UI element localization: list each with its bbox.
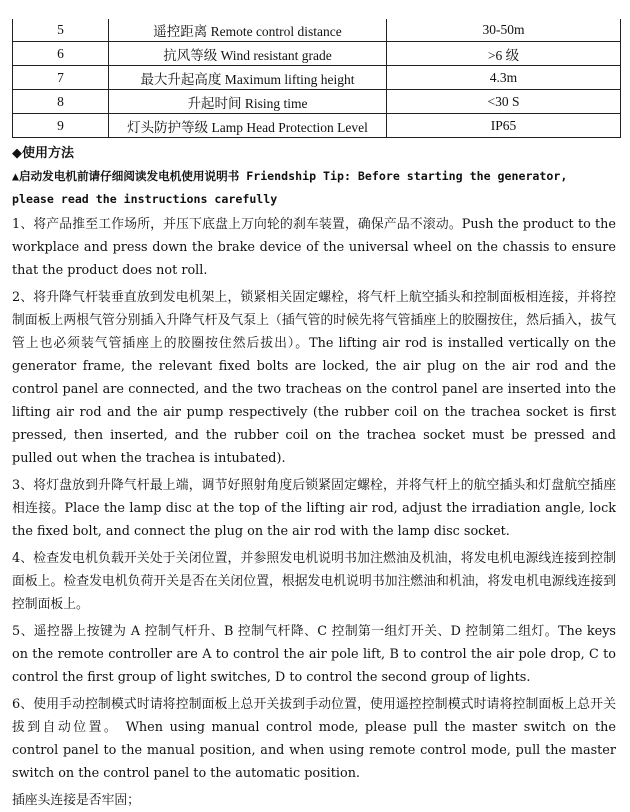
row-number: 9 <box>13 114 109 138</box>
spec-table <box>12 19 621 138</box>
row-number: 7 <box>13 66 109 90</box>
spec-value: IP65 <box>387 114 621 138</box>
step-3: 3、将灯盘放到升降气杆最上端，调节好照射角度后锁紧固定螺栓，并将气杆上的航空插头和灯盘航空插座相连接。Place the lamp disc at the top of the lifting air rod, adjust the irradiation angle, lock the fixed bolt, and connect the plug on the air rod with the lamp disc socket. <box>12 478 616 539</box>
row-number: 6 <box>13 42 109 66</box>
spec-value: >6 级 <box>387 42 621 66</box>
spec-value: <30 S <box>387 90 621 114</box>
spec-item: 最大升起高度 Maximum lifting height <box>109 66 387 90</box>
step-6: 6、使用手动控制模式时请将控制面板上总开关拔到手动位置，使用遥控控制模式时请将控制面板上总开关拔到自动位置。 When using manual control mode, please pull the master switch on the control panel to the manual position, and when using remote control mode, pull the master switch on the control panel to the automatic position. <box>12 697 616 781</box>
table-row <box>13 19 621 42</box>
table-row <box>13 42 621 66</box>
spec-item: 升起时间 Rising time <box>109 90 387 114</box>
step-4: 4、检查发电机负载开关处于关闭位置，并参照发电机说明书加注燃油及机油，将发电机电源线连接到控制面板上。检查发电机负荷开关是否在关闭位置，根据发电机说明书加注燃油和机油，将发电机电源线连接到控制面板上。 <box>12 551 616 612</box>
usage-heading: ◆使用方法 <box>12 146 74 161</box>
friendship-tip: ▲启动发电机前请仔细阅读发电机使用说明书 Friendship Tip: Before starting the generator, please read the instructions carefully <box>12 169 568 206</box>
spec-value: 30-50m <box>387 19 621 42</box>
table-row <box>13 66 621 90</box>
socket-check-note: 插座头连接是否牢固； <box>12 793 140 808</box>
spec-value: 4.3m <box>387 66 621 90</box>
step-5: 5、遥控器上按键为 A 控制气杆升、B 控制气杆降、C 控制第一组灯开关、D 控制第二组灯。The keys on the remote controller are A to control the air pole lift, B to control the air pole drop, C to control the first group of light switches, D to control the second group of lights. <box>12 624 616 685</box>
usage-section <box>12 143 616 812</box>
spec-item: 抗风等级 Wind resistant grade <box>109 42 387 66</box>
row-number: 8 <box>13 90 109 114</box>
row-number: 5 <box>13 19 109 42</box>
spec-item: 灯头防护等级 Lamp Head Protection Level <box>109 114 387 138</box>
table-row <box>13 114 621 138</box>
step-1: 1、将产品推至工作场所，并压下底盘上万向轮的刹车装置，确保产品不滚动。Push the product to the workplace and press down the brake device of the universal wheel on the chassis to ensure that the product does not roll. <box>12 217 616 278</box>
spec-item: 遥控距离 Remote control distance <box>109 19 387 42</box>
step-2: 2、将升降气杆装垂直放到发电机架上，锁紧相关固定螺栓，将气杆上航空插头和控制面板相连接，并将控制面板上两根气管分别插入升降气杆及气泵上（插气管的时候先将气管插座上的胶圈按住，然后插入，拔气管上也必须装气管插座上的胶圈按住然后拔出）。The lifting air rod is installed vertically on the generator frame, the relevant fixed bolts are locked, the air plug on the air rod and the control panel are connected, and the two tracheas on the control panel are inserted into the lifting air rod and the air pump respectively (the rubber coil on the trachea socket is first pressed, then inserted, and the rubber coil on the trachea socket must be pressed and pulled out when the trachea is intubated). <box>12 290 616 466</box>
table-row <box>13 90 621 114</box>
